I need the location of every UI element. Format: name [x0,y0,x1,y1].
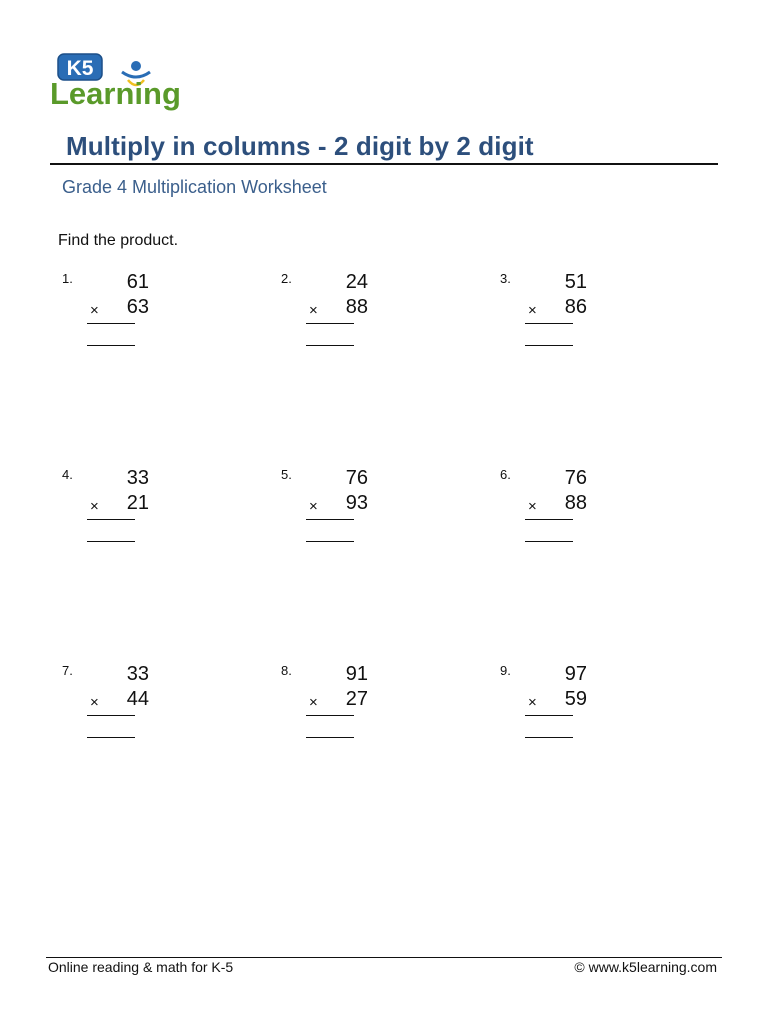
footer-website[interactable]: © www.k5learning.com [574,959,717,975]
footer-divider [46,957,722,958]
footer-tagline: Online reading & math for K-5 [48,959,234,975]
problem-rule [306,323,354,324]
problem-8 [281,663,401,743]
multiplicand: 51 [564,271,587,293]
problem-2 [281,271,401,351]
multiplier: 88 [564,492,587,514]
multiplicand: 97 [564,663,587,685]
answer-line[interactable] [87,345,135,346]
problem-rule [87,519,135,520]
multiply-sign: × [309,498,318,515]
problem-rule [525,323,573,324]
multiply-sign: × [528,498,537,515]
problem-rule [306,715,354,716]
multiplier: 86 [564,296,587,318]
problem-number: 2. [281,271,292,286]
multiply-sign: × [309,694,318,711]
problem-9 [500,663,620,743]
problem-rule [525,519,573,520]
logo-badge-text: K5 [66,57,94,80]
answer-line[interactable] [87,737,135,738]
problem-rule [306,519,354,520]
answer-line[interactable] [306,737,354,738]
multiplier: 27 [345,688,368,710]
page-title: Multiply in columns - 2 digit by 2 digit [66,131,534,161]
multiplicand: 76 [345,467,368,489]
problem-7 [62,663,182,743]
multiplier: 93 [345,492,368,514]
multiplier: 44 [126,688,149,710]
multiplier: 88 [345,296,368,318]
worksheet-subtitle: Grade 4 Multiplication Worksheet [62,177,327,197]
multiplicand: 76 [564,467,587,489]
problem-number: 1. [62,271,73,286]
answer-line[interactable] [87,541,135,542]
problem-number: 3. [500,271,511,286]
problem-number: 9. [500,663,511,678]
multiplicand: 24 [345,271,368,293]
problem-number: 8. [281,663,292,678]
multiply-sign: × [528,302,537,319]
multiplicand: 91 [345,663,368,685]
problem-3 [500,271,620,351]
multiply-sign: × [90,498,99,515]
multiplicand: 33 [126,663,149,685]
answer-line[interactable] [525,737,573,738]
problem-rule [87,323,135,324]
multiplier: 21 [126,492,149,514]
answer-line[interactable] [525,541,573,542]
answer-line[interactable] [306,345,354,346]
multiplicand: 61 [126,271,149,293]
multiply-sign: × [90,694,99,711]
problem-number: 6. [500,467,511,482]
instructions: Find the product. [58,232,179,249]
multiplier: 63 [126,296,149,318]
problem-rule [525,715,573,716]
problem-6 [500,467,620,547]
multiplicand: 33 [126,467,149,489]
problem-number: 7. [62,663,73,678]
problem-4 [62,467,182,547]
multiply-sign: × [528,694,537,711]
multiplier: 59 [564,688,587,710]
problem-5 [281,467,401,547]
problem-number: 4. [62,467,73,482]
multiply-sign: × [309,302,318,319]
logo-graphic [48,52,188,114]
problem-number: 5. [281,467,292,482]
k5-learning-logo [48,52,188,114]
problem-rule [87,715,135,716]
answer-line[interactable] [525,345,573,346]
problem-1 [62,271,182,351]
title-divider [50,163,718,165]
answer-line[interactable] [306,541,354,542]
logo-word-text: Learning [50,76,181,111]
multiply-sign: × [90,302,99,319]
